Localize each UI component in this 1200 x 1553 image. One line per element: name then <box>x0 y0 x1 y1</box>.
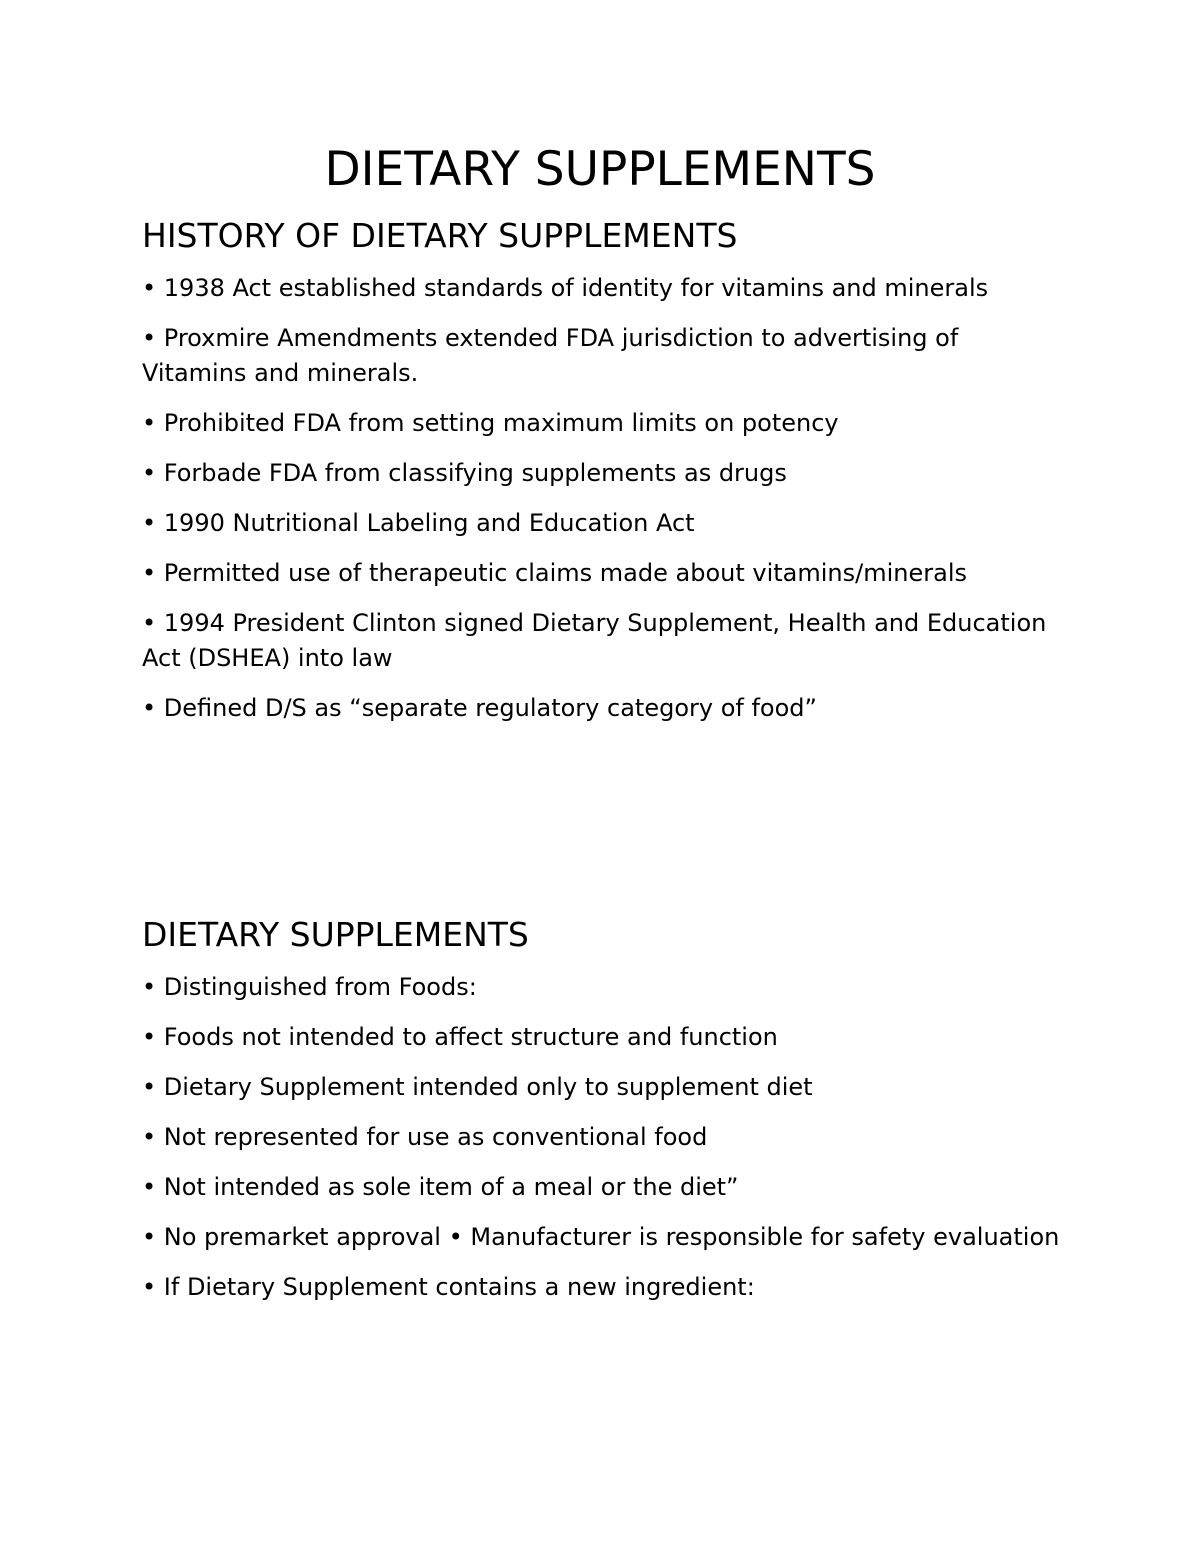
list-item: • 1990 Nutritional Labeling and Education Act <box>142 509 695 537</box>
list-item: • Foods not intended to affect structure and function <box>142 1023 778 1051</box>
list-item: • Distinguished from Foods: <box>142 973 477 1001</box>
section-dietary-supplements <box>142 913 1062 1320</box>
list-item: • Permitted use of therapeutic claims made about vitamins/minerals <box>142 559 967 587</box>
bullet-list <box>142 271 1062 726</box>
list-item: • 1994 President Clinton signed Dietary Supplement, Health and Education Act (DSHEA) into law <box>142 609 1047 672</box>
list-item: • Proxmire Amendments extended FDA jurisdiction to advertising of Vitamins and minerals. <box>142 324 959 387</box>
list-item: • Not intended as sole item of a meal or the diet” <box>142 1173 739 1201</box>
page-title: DIETARY SUPPLEMENTS <box>324 142 876 197</box>
section-history <box>142 214 1062 741</box>
section-heading: DIETARY SUPPLEMENTS <box>142 915 529 954</box>
list-item: • Defined D/S as “separate regulatory category of food” <box>142 694 817 722</box>
bullet-list <box>142 970 1062 1305</box>
list-item: • Not represented for use as conventional food <box>142 1123 708 1151</box>
list-item: • No premarket approval • Manufacturer is responsible for safety evaluation <box>142 1223 1060 1251</box>
list-item: • If Dietary Supplement contains a new ingredient: <box>142 1273 755 1301</box>
list-item: • Forbade FDA from classifying supplements as drugs <box>142 459 787 487</box>
list-item: • 1938 Act established standards of identity for vitamins and minerals <box>142 274 989 302</box>
list-item: • Prohibited FDA from setting maximum limits on potency <box>142 409 839 437</box>
section-heading: HISTORY OF DIETARY SUPPLEMENTS <box>142 216 738 255</box>
list-item: • Dietary Supplement intended only to supplement diet <box>142 1073 813 1101</box>
